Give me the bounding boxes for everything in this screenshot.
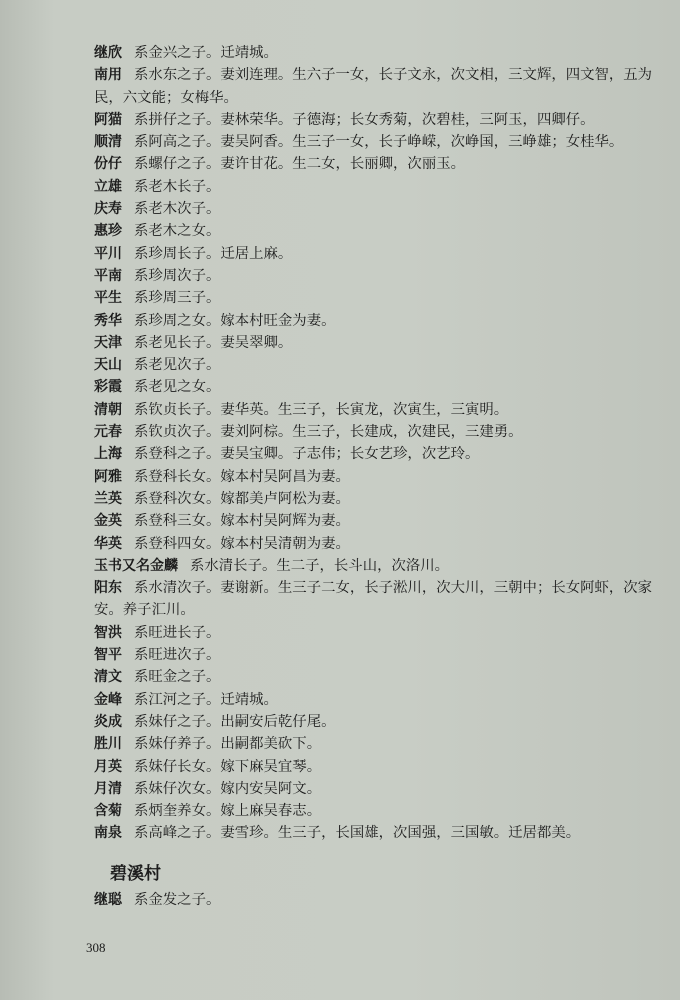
entry-text: 系螺仔之子。妻许甘花。生二女，长丽卿，次丽玉。	[134, 156, 465, 173]
genealogy-entry	[78, 733, 658, 755]
person-name: 月英	[94, 758, 122, 775]
entry-text: 系登科之子。妻吴宝卿。子志伟；长女艺珍，次艺玲。	[134, 446, 480, 463]
genealogy-entry	[78, 64, 658, 109]
person-name: 金英	[94, 513, 122, 530]
person-name: 立雄	[94, 178, 122, 195]
person-name: 阳东	[94, 580, 122, 597]
person-name: 平川	[94, 245, 122, 262]
entry-text: 系珍周长子。迁居上麻。	[134, 245, 293, 262]
genealogy-entry	[78, 577, 658, 622]
person-name: 南用	[94, 67, 122, 84]
page-number: 308	[86, 940, 106, 955]
person-name: 胜川	[94, 736, 122, 753]
section-heading: 碧溪村	[110, 863, 161, 884]
person-name: 含菊	[94, 803, 122, 820]
entry-text: 系老木次子。	[134, 201, 221, 218]
person-name: 继欣	[94, 45, 122, 61]
genealogy-entry	[78, 488, 658, 510]
entry-text: 系旺进次子。	[134, 647, 221, 664]
genealogy-entry	[78, 443, 658, 465]
genealogy-entry	[78, 176, 658, 198]
genealogy-entry	[78, 711, 658, 733]
person-name: 南泉	[94, 825, 122, 842]
person-name: 平生	[94, 290, 122, 307]
genealogy-entry	[78, 778, 658, 800]
person-name: 清朝	[94, 401, 122, 418]
genealogy-entry	[78, 666, 658, 688]
genealogy-entry	[78, 622, 658, 644]
entry-text: 系老见之女。	[134, 379, 221, 396]
genealogy-entry	[78, 889, 658, 911]
person-name: 月清	[94, 780, 122, 797]
entry-text: 系珍周次子。	[134, 267, 221, 284]
entry-text: 系老见长子。妻吴翠卿。	[134, 334, 293, 351]
genealogy-entry	[78, 466, 658, 488]
entry-text: 系钦贞长子。妻华英。生三子，长寅龙，次寅生，三寅明。	[134, 401, 509, 418]
person-name: 元春	[94, 424, 122, 441]
entry-text: 系金发之子。	[134, 891, 221, 908]
person-name: 兰英	[94, 490, 122, 507]
genealogy-entry	[78, 555, 658, 577]
entry-text: 系珍周三子。	[134, 290, 221, 307]
entry-text: 系阿高之子。妻吴阿香。生三子一女，长子峥嵘，次峥国，三峥雄；女桂华。	[134, 134, 624, 151]
entry-text: 系登科三女。嫁本村吴阿辉为妻。	[134, 513, 350, 530]
genealogy-entry	[78, 510, 658, 532]
person-name: 炎成	[94, 713, 122, 730]
genealogy-entry	[78, 376, 658, 398]
person-name: 庆寿	[94, 201, 122, 218]
entry-text: 系水东之子。妻刘连理。生六子一女，长子文永，次文相，三文辉，四文智，五为民，六文能；女梅华。	[94, 67, 653, 106]
person-name: 清文	[94, 669, 122, 686]
genealogy-entry	[78, 533, 658, 555]
genealogy-entry	[78, 689, 658, 711]
entry-text: 系水清长子。生二子，长斗山，次洛川。	[190, 557, 450, 574]
genealogy-entry	[78, 800, 658, 822]
genealogy-entry	[78, 756, 658, 778]
person-name: 继聪	[94, 891, 122, 908]
genealogy-entry	[78, 265, 658, 287]
genealogy-entry	[78, 198, 658, 220]
person-name: 上海	[94, 446, 122, 463]
genealogy-entry	[78, 42, 658, 64]
entry-text: 系登科长女。嫁本村吴阿昌为妻。	[134, 468, 350, 485]
entry-text: 系炳奎养女。嫁上麻吴春志。	[134, 803, 322, 820]
genealogy-content	[78, 42, 658, 911]
person-name: 智平	[94, 647, 122, 664]
person-name: 份仔	[94, 156, 122, 173]
person-name: 玉书又名金麟	[94, 557, 178, 574]
genealogy-entry	[78, 822, 658, 844]
person-name: 秀华	[94, 312, 122, 329]
genealogy-entry	[78, 153, 658, 175]
entry-list	[78, 42, 658, 845]
person-name: 金峰	[94, 691, 122, 708]
section-entry-list	[78, 889, 658, 911]
entry-text: 系妹仔之子。出嗣安后乾仔尾。	[134, 713, 336, 730]
entry-text: 系老木长子。	[134, 178, 221, 195]
genealogy-entry	[78, 109, 658, 131]
genealogy-entry	[78, 287, 658, 309]
person-name: 平南	[94, 267, 122, 284]
entry-text: 系老木之女。	[134, 223, 221, 240]
entry-text: 系妹仔养子。出嗣都美砍下。	[134, 736, 322, 753]
genealogy-entry	[78, 332, 658, 354]
person-name: 华英	[94, 535, 122, 552]
person-name: 阿雅	[94, 468, 122, 485]
entry-text: 系高峰之子。妻雪珍。生三子，长国雄，次国强，三国敏。迁居都美。	[134, 825, 581, 842]
entry-text: 系妹仔长女。嫁下麻吴宜琴。	[134, 758, 322, 775]
entry-text: 系江河之子。迁靖城。	[134, 691, 278, 708]
person-name: 惠珍	[94, 223, 122, 240]
genealogy-entry	[78, 310, 658, 332]
entry-text: 系拼仔之子。妻林荣华。子德海；长女秀菊，次碧桂，三阿玉，四卿仔。	[134, 111, 595, 128]
entry-text: 系金兴之子。迁靖城。	[134, 45, 278, 61]
person-name: 天津	[94, 334, 122, 351]
entry-text: 系水清次子。妻谢新。生三子二女，长子淞川，次大川，三朝中；长女阿虾，次家安。养子汇川。	[94, 580, 653, 619]
person-name: 阿猫	[94, 111, 122, 128]
entry-text: 系旺进长子。	[134, 624, 221, 641]
person-name: 彩霞	[94, 379, 122, 396]
genealogy-entry	[78, 220, 658, 242]
genealogy-entry	[78, 421, 658, 443]
entry-text: 系妹仔次女。嫁内安吴阿文。	[134, 780, 322, 797]
entry-text: 系珍周之女。嫁本村旺金为妻。	[134, 312, 336, 329]
entry-text: 系老见次子。	[134, 357, 221, 374]
genealogy-entry	[78, 399, 658, 421]
genealogy-entry	[78, 131, 658, 153]
genealogy-entry	[78, 354, 658, 376]
entry-text: 系旺金之子。	[134, 669, 221, 686]
person-name: 智洪	[94, 624, 122, 641]
person-name: 天山	[94, 357, 122, 374]
entry-text: 系登科次女。嫁都美卢阿松为妻。	[134, 490, 350, 507]
person-name: 顺清	[94, 134, 122, 151]
entry-text: 系登科四女。嫁本村吴清朝为妻。	[134, 535, 350, 552]
genealogy-entry	[78, 644, 658, 666]
genealogy-entry	[78, 243, 658, 265]
entry-text: 系钦贞次子。妻刘阿棕。生三子，长建成，次建民，三建勇。	[134, 424, 523, 441]
